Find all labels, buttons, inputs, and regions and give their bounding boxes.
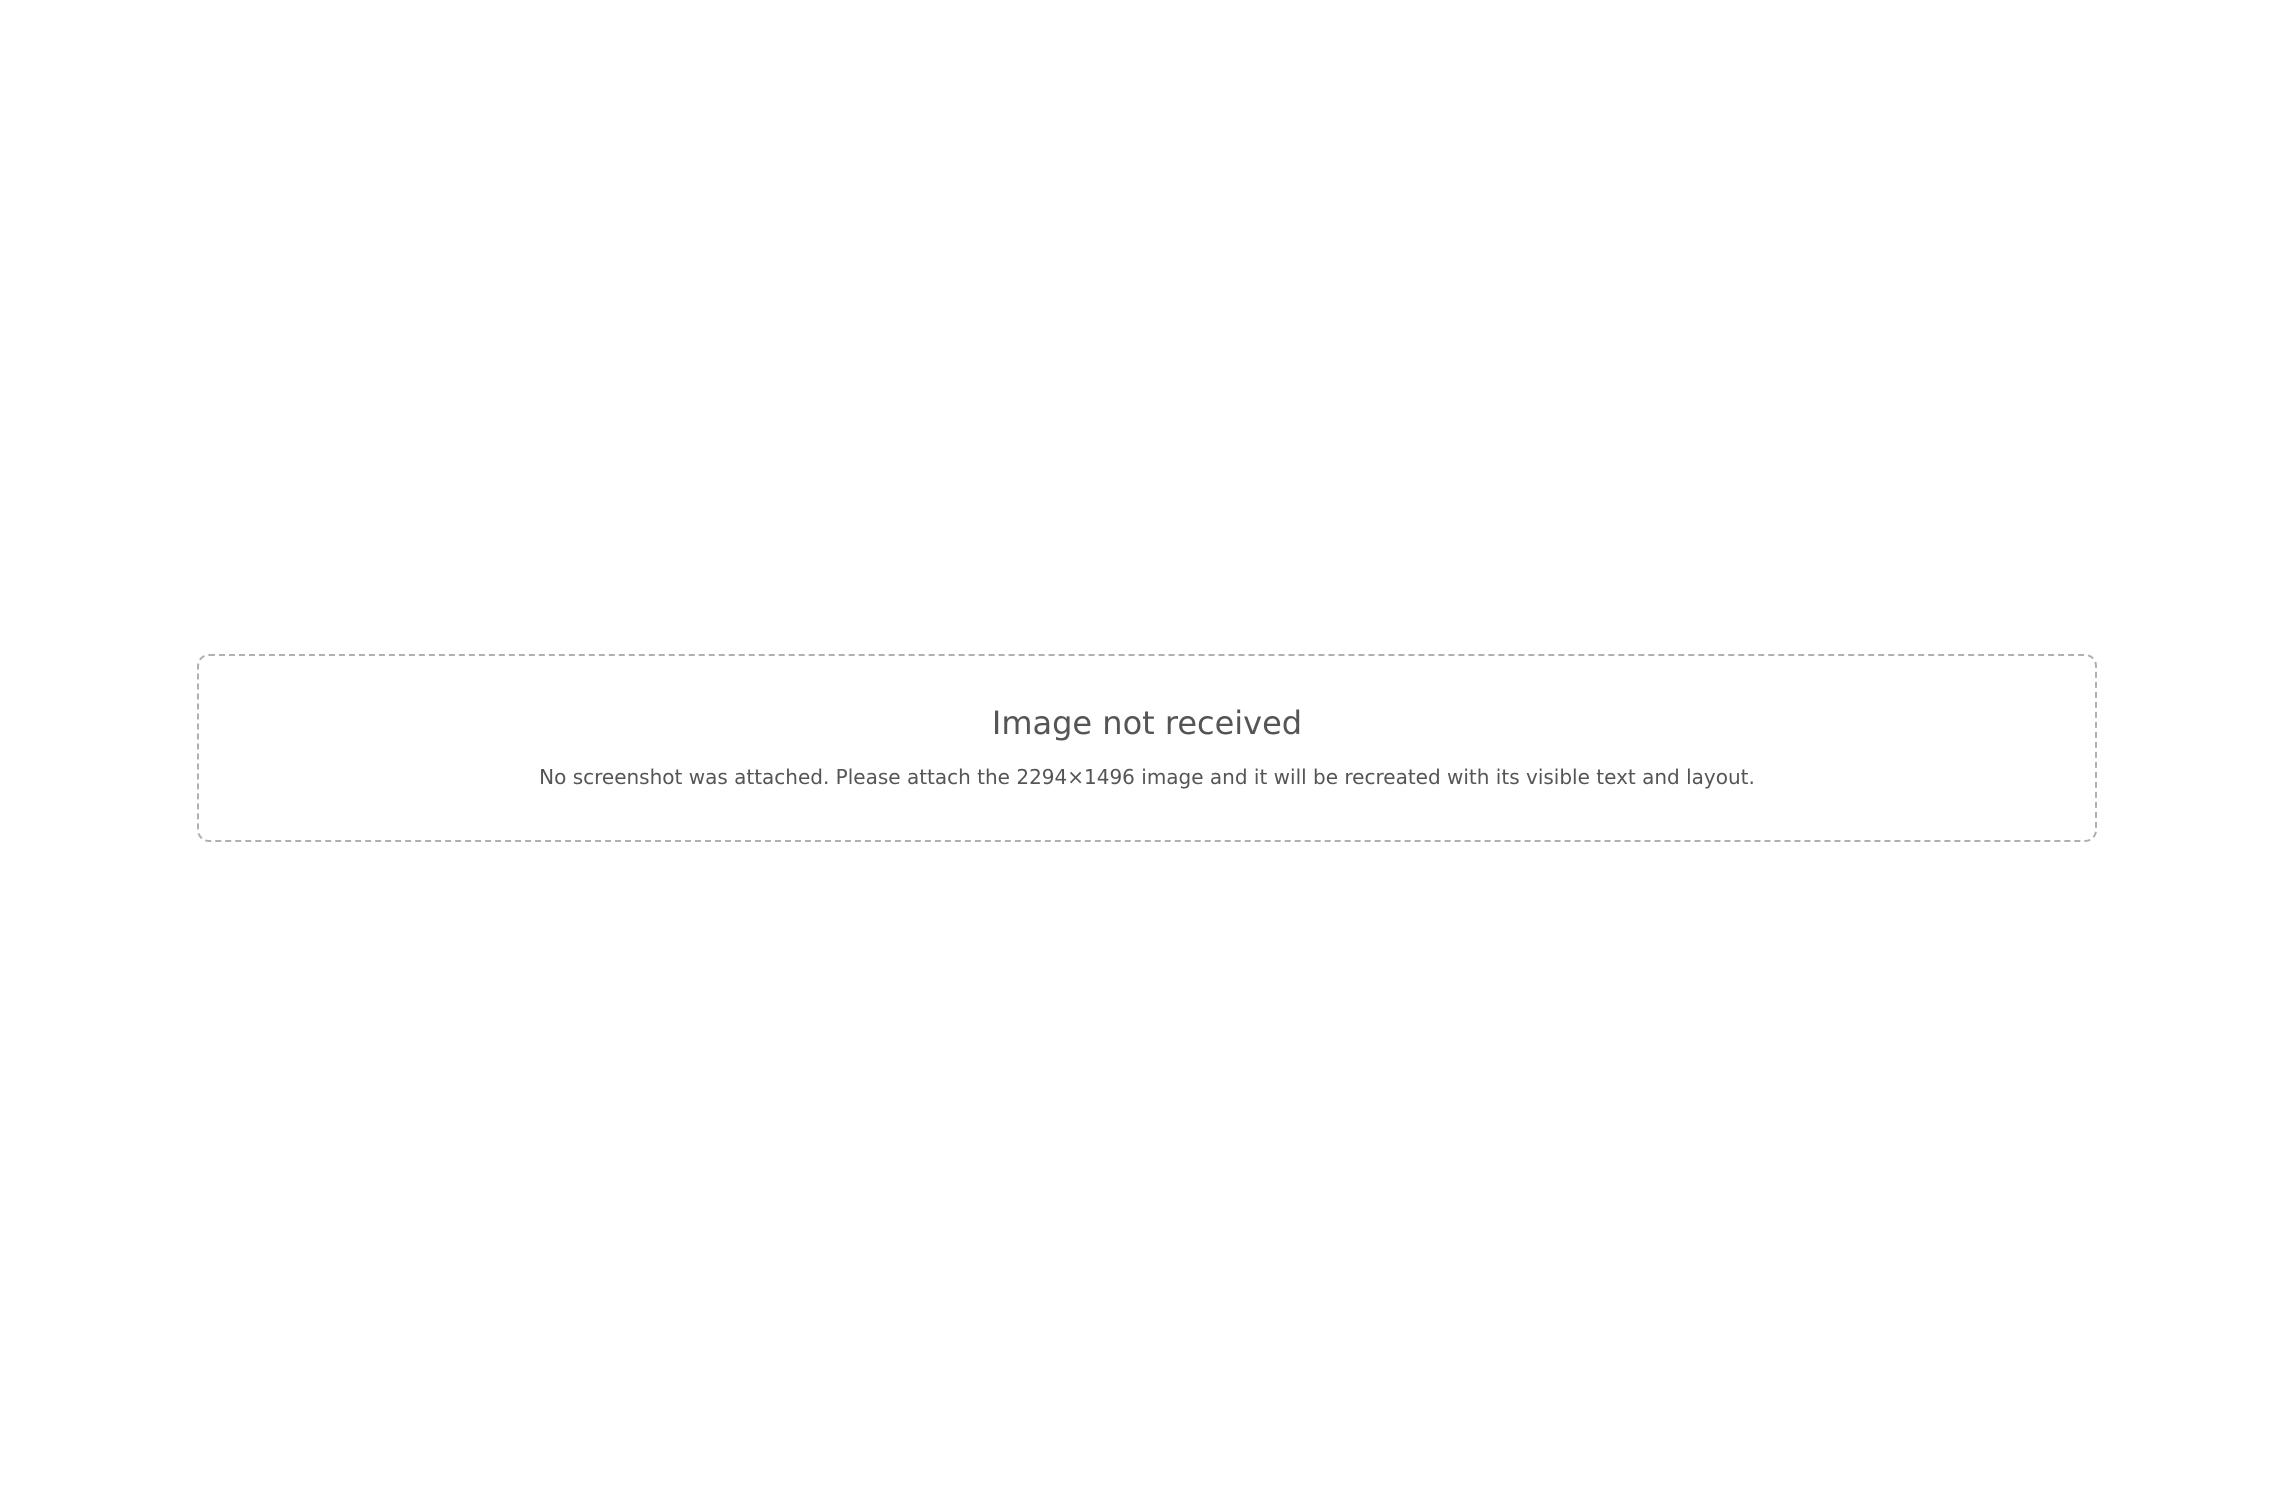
placeholder-title: Image not received (991, 704, 1303, 742)
placeholder-detail: No screenshot was attached. Please attach the 2294×1496 image and it will be recreated with its visible text and layout. (539, 765, 1755, 789)
placeholder-frame (197, 654, 2097, 842)
